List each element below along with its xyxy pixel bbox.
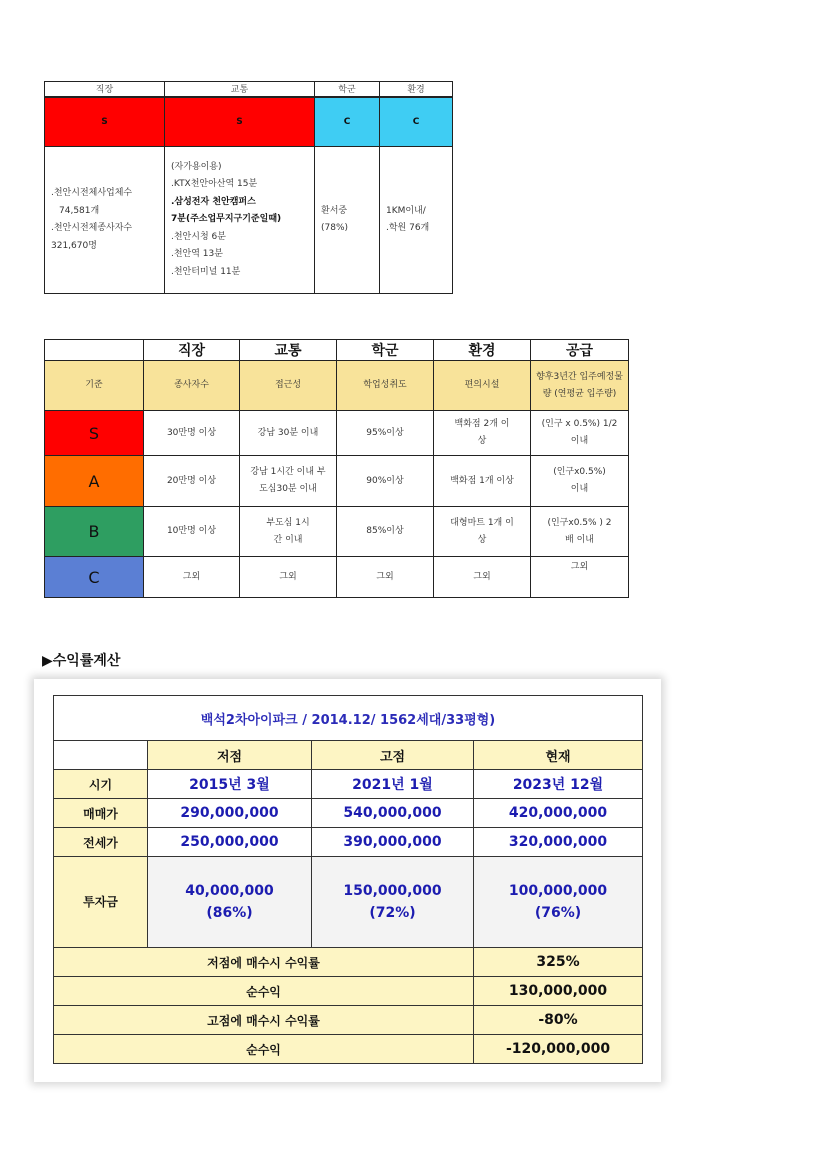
t1-school-detail: [315, 147, 380, 294]
t1-environment-line: 1KM이내/: [386, 205, 426, 216]
investment-ratio: (72%): [369, 905, 416, 921]
t1-job-line: .천안시전체사업체수: [51, 188, 133, 198]
t3-cell: 2023년 12월: [474, 770, 643, 799]
t2-sub-achievement: 학업성취도: [337, 361, 434, 411]
t2-grade-cell: C: [45, 557, 144, 598]
t1-grade-school: C: [315, 97, 380, 147]
return-calc-panel: [34, 679, 661, 1082]
t1-header-school: 학군: [315, 82, 380, 97]
t3-cell: [148, 857, 312, 948]
t2-sub-access: 접근성: [240, 361, 337, 411]
t2-cell: 부도심 1시간 이내: [240, 507, 337, 557]
t2-grade-cell: S: [45, 411, 144, 456]
t3-col-current: 현재: [474, 741, 643, 770]
t2-row-b: [45, 507, 629, 557]
t3-cell: 320,000,000: [474, 828, 643, 857]
t2-cell: 백화점 2개 이상: [434, 411, 531, 456]
t2-cell: 그외: [144, 557, 240, 598]
t3-cell: [312, 857, 474, 948]
t1-school-line: 환서중: [321, 205, 348, 216]
t3-row-period: [54, 770, 643, 799]
t2-sub-supply: 향후3년간 입주예정물량 (연평균 입주량): [531, 361, 629, 411]
t2-cell: 85%이상: [337, 507, 434, 557]
t2-cell: (인구 x 0.5%) 1/2 이내: [531, 411, 629, 456]
t2-row-c: [45, 557, 629, 598]
summary-label: 고점에 매수시 수익률: [54, 1006, 474, 1035]
t2-header-blank: [45, 340, 144, 361]
t3-col-high: 고점: [312, 741, 474, 770]
t1-transport-line-bold: .삼성전자 천안캠퍼스: [171, 196, 256, 207]
t2-header-environment: 환경: [434, 340, 531, 361]
t1-header-transport: 교통: [165, 82, 315, 97]
t3-col-low: 저점: [148, 741, 312, 770]
t2-cell: (인구x0.5%) 이내: [531, 456, 629, 507]
summary-value: -120,000,000: [474, 1035, 643, 1064]
t3-summary-row: [54, 1035, 643, 1064]
t1-school-line: (78%): [321, 223, 349, 233]
t1-grade-job: S: [45, 97, 165, 147]
t1-job-line: 321,670명: [51, 240, 97, 251]
t2-cell: 10만명 이상: [144, 507, 240, 557]
t3-cell: 540,000,000: [312, 799, 474, 828]
t2-cell: 그외: [337, 557, 434, 598]
investment-amount: 150,000,000: [343, 883, 442, 899]
t1-transport-line: .천안시청 6분: [171, 231, 226, 242]
investment-amount: 100,000,000: [508, 883, 608, 899]
t1-environment-line: .학원 76개: [386, 223, 430, 233]
t1-transport-line: (자가용이용): [171, 161, 222, 172]
t3-cell: 2021년 1월: [312, 770, 474, 799]
t3-row-label: 시기: [54, 770, 148, 799]
t3-cell: 250,000,000: [148, 828, 312, 857]
t3-cell: 2015년 3월: [148, 770, 312, 799]
t2-grade-cell: B: [45, 507, 144, 557]
return-calc-table: [53, 695, 643, 1064]
t3-row-sale-price: [54, 799, 643, 828]
t1-transport-line-bold: 7분(주소업무지구기준일때): [171, 214, 282, 225]
t3-corner-cell: [54, 741, 148, 770]
summary-label: 순수익: [54, 977, 474, 1006]
t1-transport-line: .KTX천안아산역 15분: [171, 179, 258, 190]
t2-cell: 20만명 이상: [144, 456, 240, 507]
investment-amount: 40,000,000: [185, 883, 274, 899]
t2-cell: 90%이상: [337, 456, 434, 507]
t3-summary-row: [54, 1006, 643, 1035]
t2-sub-amenities: 편의시설: [434, 361, 531, 411]
t2-cell: 그외: [531, 557, 629, 598]
t2-cell: 95%이상: [337, 411, 434, 456]
t2-header-supply: 공급: [531, 340, 629, 361]
t3-cell: [474, 857, 643, 948]
grade-criteria-table: [44, 339, 629, 598]
summary-label: 저점에 매수시 수익률: [54, 948, 474, 977]
t2-grade-cell: A: [45, 456, 144, 507]
t3-row-label: 투자금: [54, 857, 148, 948]
t1-transport-line: .천안터미널 11분: [171, 266, 241, 277]
t1-header-job: 직장: [45, 82, 165, 97]
t3-cell: 420,000,000: [474, 799, 643, 828]
t2-row-s: [45, 411, 629, 456]
t3-summary-row: [54, 977, 643, 1006]
t1-job-line: 74,581개: [59, 205, 100, 216]
t2-header-transport: 교통: [240, 340, 337, 361]
section-title-return-calc: ▶수익률계산: [42, 653, 121, 669]
summary-label: 순수익: [54, 1035, 474, 1064]
t2-header-job: 직장: [144, 340, 240, 361]
t1-grade-transport: S: [165, 97, 315, 147]
t1-header-environment: 환경: [380, 82, 453, 97]
t3-row-investment: [54, 857, 643, 948]
t1-transport-detail: [165, 147, 315, 294]
t2-cell: 30만명 이상: [144, 411, 240, 456]
t2-row-a: [45, 456, 629, 507]
t3-row-jeonse-price: [54, 828, 643, 857]
t2-sub-employees: 종사자수: [144, 361, 240, 411]
t3-row-label: 전세가: [54, 828, 148, 857]
investment-ratio: (76%): [534, 905, 582, 921]
t1-job-detail: [45, 147, 165, 294]
t1-transport-line: .천안역 13분: [171, 249, 223, 260]
t2-sub-criteria: 기준: [45, 361, 144, 411]
region-grade-table: [44, 81, 453, 294]
summary-value: 325%: [474, 948, 643, 977]
apartment-title: 백석2차아이파크 / 2014.12/ 1562세대/33평형): [54, 696, 643, 741]
t2-header-school: 학군: [337, 340, 434, 361]
investment-ratio: (86%): [206, 905, 253, 921]
t2-cell: 그외: [240, 557, 337, 598]
t2-cell: 백화점 1개 이상: [434, 456, 531, 507]
t3-cell: 390,000,000: [312, 828, 474, 857]
t3-row-label: 매매가: [54, 799, 148, 828]
t3-summary-row: [54, 948, 643, 977]
t2-cell: 강남 30분 이내: [240, 411, 337, 456]
t1-grade-environment: C: [380, 97, 453, 147]
summary-value: -80%: [474, 1006, 643, 1035]
t1-environment-detail: [380, 147, 453, 294]
t2-cell: 강남 1시간 이내 부도심30분 이내: [240, 456, 337, 507]
t2-cell: 대형마트 1개 이상: [434, 507, 531, 557]
t3-cell: 290,000,000: [148, 799, 312, 828]
t2-cell: 그외: [434, 557, 531, 598]
t2-cell: (인구x0.5% ) 2배 이내: [531, 507, 629, 557]
t1-job-line: .천안시전체종사자수: [51, 223, 133, 233]
summary-value: 130,000,000: [474, 977, 643, 1006]
